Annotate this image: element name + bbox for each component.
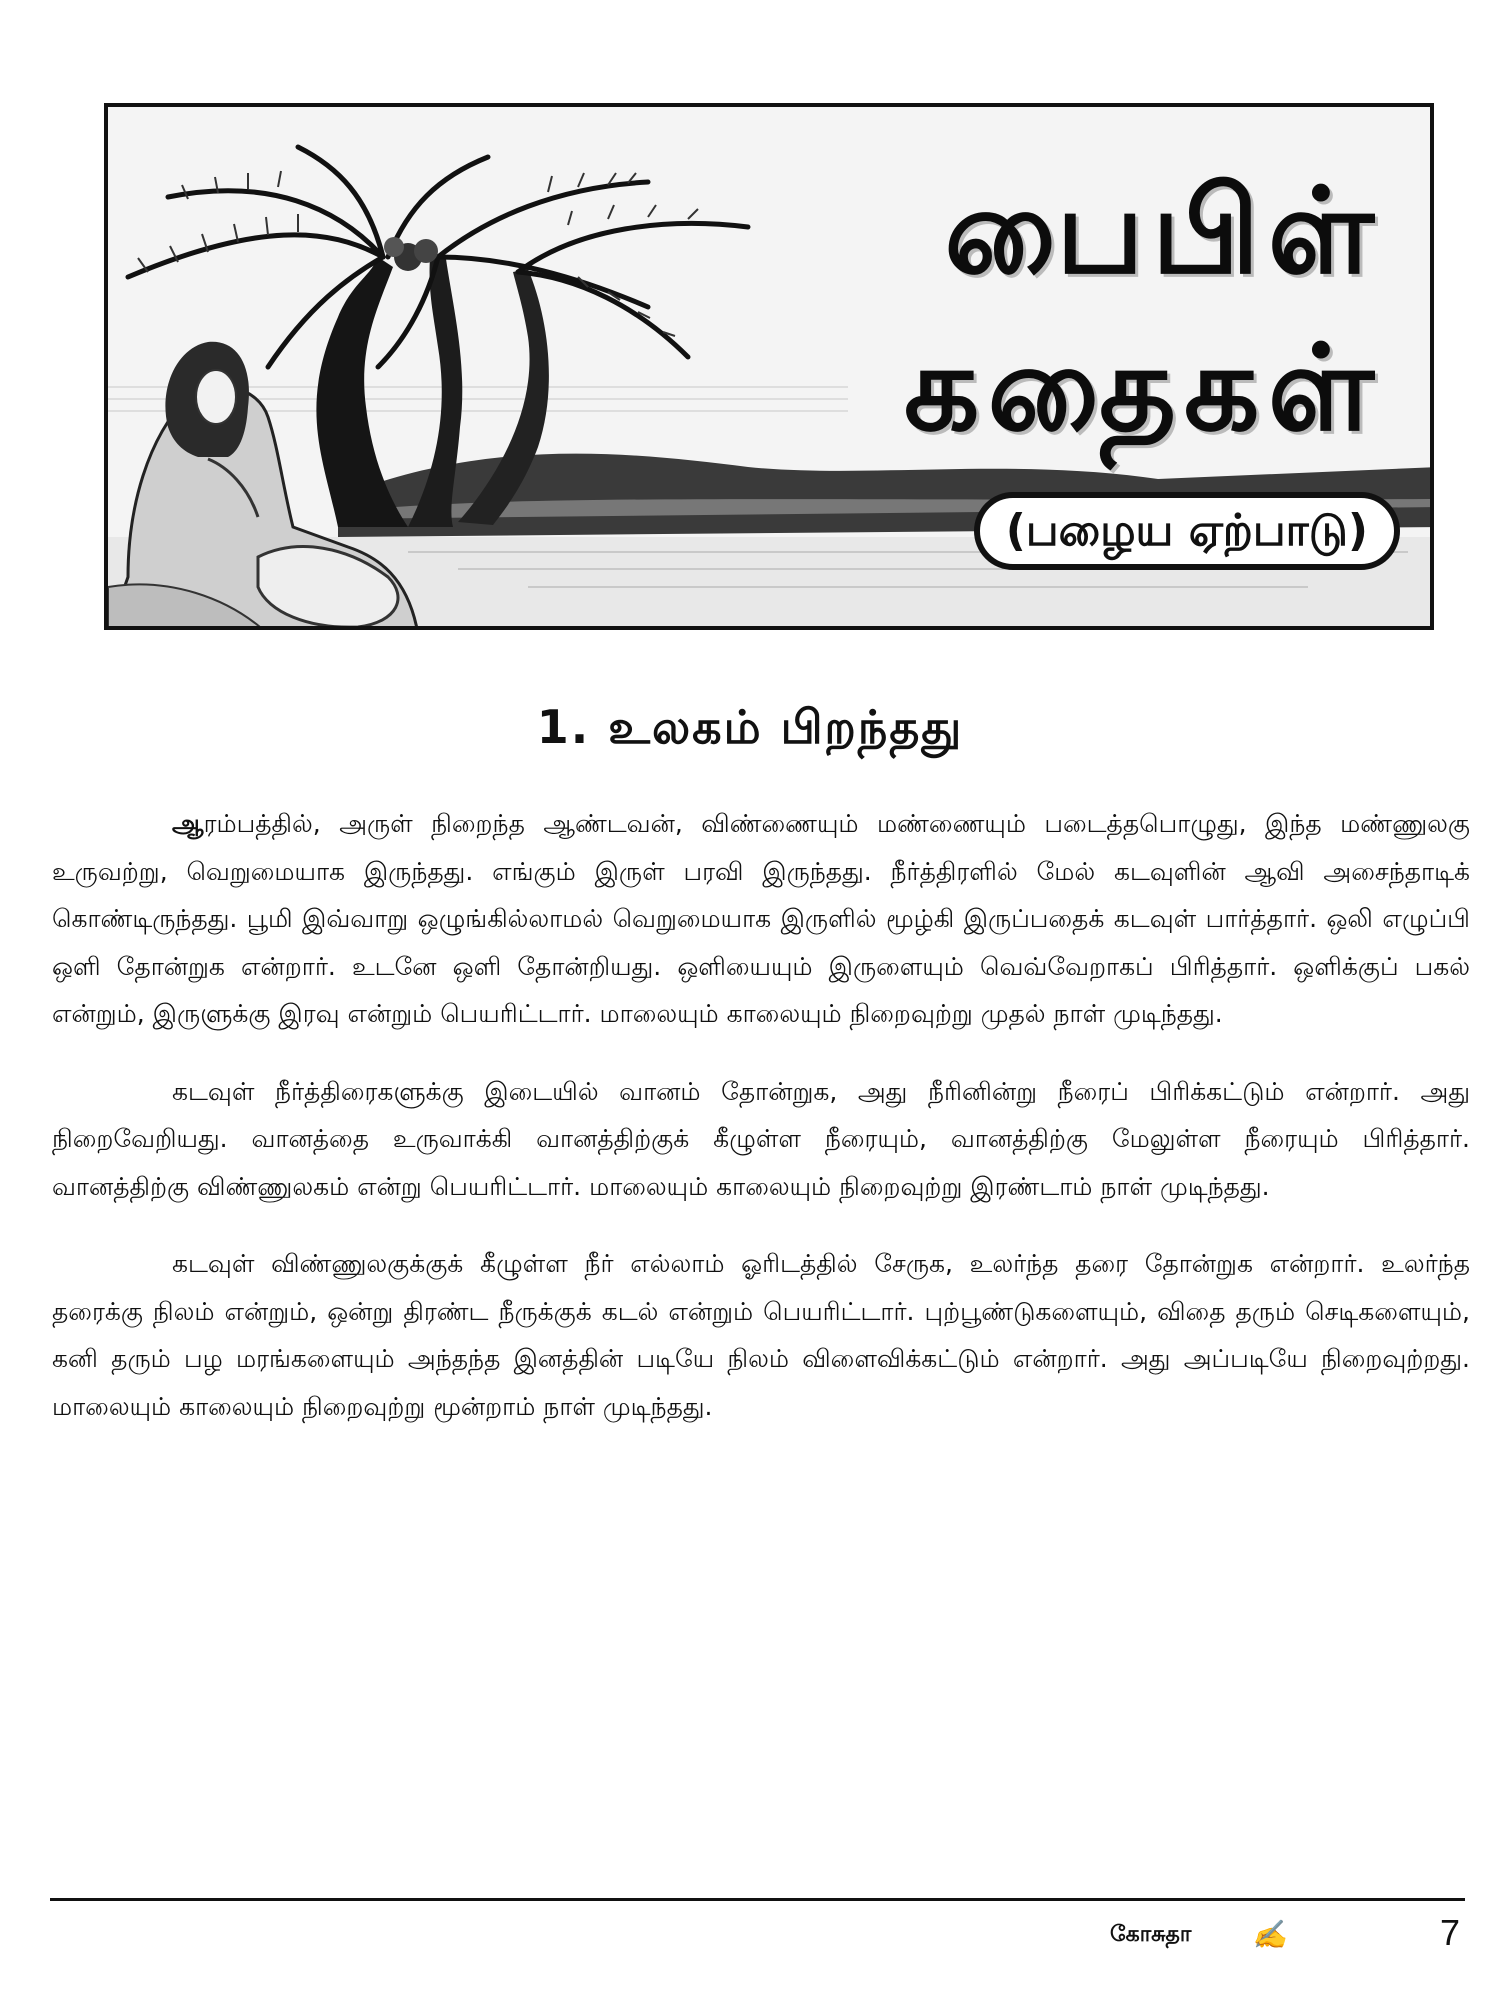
paragraph-text: கடவுள் நீர்த்திரைகளுக்கு இடையில் வானம் தோன்றுக, அது நீரினின்று நீரைப் பிரிக்கட்டும் என்றார். அது நிறைவேறியது. வானத்தை உருவாக்கி வானத்திற்குக் கீழுள்ள நீரையும், வானத்திற்கு மேலுள்ள நீரையும் பிரித்தார். வானத்திற்கு விண்ணுலகம் என்று பெயரிட்டார். மாலையும் காலையும் நிறைவுற்று இரண்டாம் நாள் முடிந்தது. [52,1076,1470,1201]
paragraph-text: ரம்பத்தில், அருள் நிறைந்த ஆண்டவன், விண்ணையும் மண்ணையும் படைத்தபொழுது, இந்த மண்ணுலகு உருவற்று, வெறுமையாக இருந்தது. எங்கும் இருள் பரவி இருந்தது. நீர்த்திரளில் மேல் கடவுளின் ஆவி அசைந்தாடிக் கொண்டிருந்தது. பூமி இவ்வாறு ஒழுங்கில்லாமல் வெறுமையாக இருளில் மூழ்கி இருப்பதைக் கடவுள் பார்த்தார். ஒலி எழுப்பி ஒளி தோன்றுக என்றார். உடனே ஒளி தோன்றியது. ஒளியையும் இருளையும் வெவ்வேறாகப் பிரித்தார். ஒளிக்குப் பகல் என்றும், இருளுக்கு இரவு என்றும் பெயரிட்டார். மாலையும் காலையும் நிறைவுற்று முதல் நாள் முடிந்தது. [52,809,1470,1028]
paragraph-text: கடவுள் விண்ணுலகுக்குக் கீழுள்ள நீர் எல்லாம் ஓரிடத்தில் சேருக, உலர்ந்த தரை தோன்றுக என்றார். உலர்ந்த தரைக்கு நிலம் என்றும், ஒன்று திரண்ட நீருக்குக் கடல் என்றும் பெயரிட்டார். புற்பூண்டுகளையும், விதை தரும் செடிகளையும், கனி தரும் பழ மரங்களையும் அந்தந்த இனத்தின் படியே நிலம் விளைவிக்கட்டும் என்றார். அது அப்படியே நிறைவுற்றது. மாலையும் காலையும் நிறைவுற்று மூன்றாம் நாள் முடிந்தது. [52,1249,1470,1421]
banner-title-line-2: கதைகள் [904,319,1382,457]
chapter-number: 1. [536,700,591,754]
signature-mark-icon: ✍ [1252,1918,1287,1951]
chapter-title: உலகம் பிறந்தது [608,700,964,754]
page-number: 7 [1440,1912,1461,1953]
footer-divider [50,1898,1465,1901]
banner-subtitle: (பழைய ஏற்பாடு) [974,492,1400,570]
paragraph-1 [52,800,1470,1038]
paragraph-2 [52,1068,1470,1211]
chapter-heading [0,700,1500,761]
paragraph-lead-letter: ஆ [172,809,204,838]
story-body [52,800,1470,1460]
banner-title-line-1: பைபிள் [944,162,1382,300]
paragraph-3 [52,1240,1470,1430]
footer-author: கோசுதா [1110,1922,1192,1947]
title-banner [104,103,1434,630]
